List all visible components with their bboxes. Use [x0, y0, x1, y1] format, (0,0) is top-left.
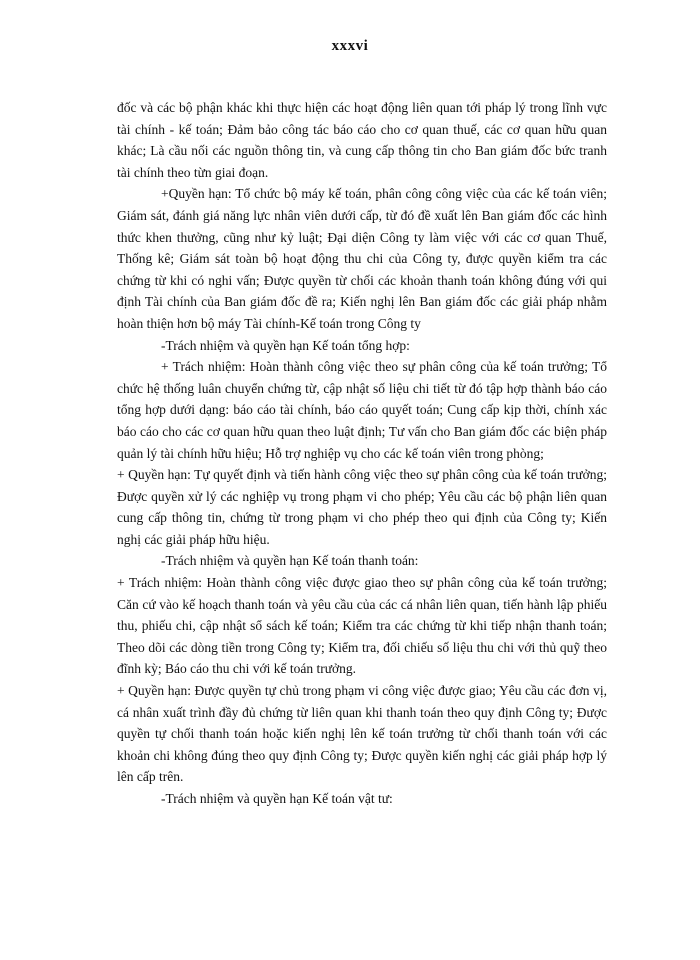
- paragraph-chief-accountant-rights: +Quyền hạn: Tổ chức bộ máy kế toán, phân công công việc của các kế toán viên; Giám sát, đánh giá năng lực nhân viên dưới cấp, từ đó đề xuất lên Ban giám đốc các hình thức khen thưởng, cũng như kỷ luật; Đại diện Công ty làm việc với các cơ quan Thuế, Thống kê; Giám sát toàn bộ hoạt động thu chi của Công ty, được quyền kiểm tra các chứng từ khi có nghi vấn; Được quyền từ chối các khoản thanh toán không đúng với qui định Tài chính của Ban giám đốc đề ra; Kiến nghị lên Ban giám đốc các giải pháp nhằm hoàn thiện hơn bộ máy Tài chính-Kế toán trong Công ty: [117, 186, 607, 331]
- heading-payment-accountant: -Trách nhiệm và quyền hạn Kế toán thanh toán:: [161, 553, 419, 569]
- paragraph-continuation: đốc và các bộ phận khác khi thực hiện các hoạt động liên quan tới pháp lý trong lĩnh vực tài chính - kế toán; Đảm bảo công tác báo cáo cho cơ quan thuế, các cơ quan hữu quan khác; Là cầu nối các nguồn thông tin, và cung cấp thông tin cho Ban giám đốc bức tranh tài chính theo từn giai đoạn.: [117, 100, 607, 180]
- heading-general-accountant: -Trách nhiệm và quyền hạn Kế toán tổng hợp:: [161, 337, 410, 353]
- paragraph-general-accountant-duties: + Trách nhiệm: Hoàn thành công việc theo sự phân công của kế toán trưởng; Tổ chức hệ thống luân chuyển chứng từ, cập nhật số liệu chi tiết từ đó tập hợp thành báo cáo tổng hợp dưới dạng: báo cáo tài chính, báo cáo quyết toán; Cung cấp kịp thời, chính xác báo cáo cho các cơ quan hữu quan theo luật định; Tư vấn cho Ban giám đốc các biện pháp quản lý tài chính hữu hiệu; Hỗ trợ nghiệp vụ cho các kế toán viên trong phòng;: [117, 359, 607, 461]
- paragraph-payment-accountant-duties: + Trách nhiệm: Hoàn thành công việc được giao theo sự phân công của kế toán trưởng; Căn cứ vào kế hoạch thanh toán và yêu cầu của các cá nhân liên quan, tiến hành lập phiếu thu, phiếu chi, cập nhật sổ sách kế toán; Kiểm tra các chứng từ khi tiếp nhận thanh toán; Theo dõi các dòng tiền trong Công ty; Kiểm tra, đối chiếu số liệu thu chi với thủ quỹ theo đĩnh kỳ; Báo cáo thu chi với kế toán trưởng.: [117, 575, 607, 677]
- paragraph-payment-accountant-rights: + Quyền hạn: Được quyền tự chủ trong phạm vi công việc được giao; Yêu cầu các đơn vị, cá nhân xuất trình đầy đủ chứng từ liên quan khi thanh toán theo quy định Công ty; Được quyền tự chối thanh toán hoặc kiến nghị lên kế toán trưởng từ chối thanh toán với các khoản chi không đúng theo quy định Công ty; Được quyền kiến nghị các giải pháp hợp lý lên cấp trên.: [117, 683, 607, 785]
- heading-materials-accountant: -Trách nhiệm và quyền hạn Kế toán vật tư:: [161, 791, 393, 806]
- document-body: [117, 97, 607, 810]
- paragraph-general-accountant-rights: + Quyền hạn: Tự quyết định và tiến hành công việc theo sự phân công của kế toán trưởng; Được quyền xử lý các nghiệp vụ trong phạm vi cho phép; Yêu cầu các bộ phận liên quan cung cấp thông tin, chứng từ trong phạm vi cho phép theo qui định của Công ty; Kiến nghị các giải pháp hữu hiệu.: [117, 467, 607, 547]
- page-number: xxxvi: [331, 38, 369, 54]
